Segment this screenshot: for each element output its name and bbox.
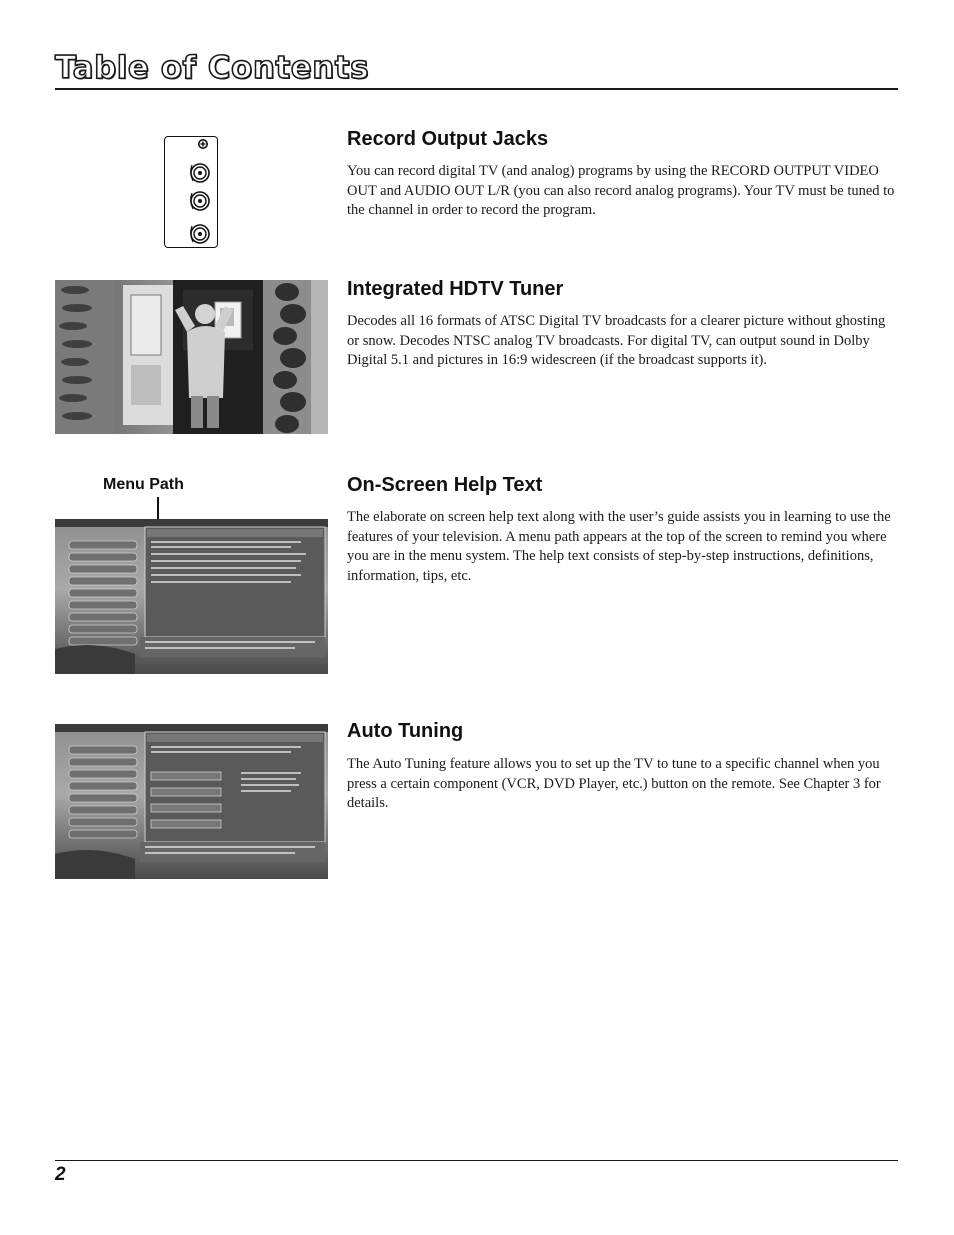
section-body-record-output-jacks: You can record digital TV (and analog) programs by using the RECORD OUTPUT VIDEO OUT and AUDIO OUT L/R (you can also record analog programs). Your TV must be tuned to the channel in order to record the program.: [347, 163, 895, 219]
footer-rule: [55, 1160, 898, 1161]
video-out-jack-icon: [191, 164, 209, 182]
section-title-record-output-jacks: Record Output Jacks: [347, 128, 549, 150]
section-title-integrated-hdtv-tuner: Integrated HDTV Tuner: [347, 278, 564, 300]
section-title-auto-tuning: Auto Tuning: [347, 720, 464, 742]
rca-jack-panel-icon: [164, 136, 218, 248]
page-title: Table of Contents: [55, 50, 370, 86]
auto-tuning-menu-screenshot: [55, 724, 328, 879]
plus-terminal-icon: [199, 140, 207, 148]
section-body-on-screen-help-text: The elaborate on screen help text along with the user’s guide assists you in learning to use the features of your television. A menu path appears at the top of the screen to remind you where you are in the menu system. The help text consists of step-by-step instructions, definitions, information, tips, etc.: [347, 509, 891, 584]
audio-out-right-jack-icon: [191, 225, 209, 243]
page-number: 2: [55, 1164, 66, 1185]
menu-path-callout-label: Menu Path: [103, 476, 184, 493]
audio-out-left-jack-icon: [191, 192, 209, 210]
person-at-doorway-photo: [55, 280, 328, 434]
section-title-on-screen-help-text: On-Screen Help Text: [347, 474, 543, 496]
header-rule: [55, 88, 898, 90]
onscreen-menu-screenshot: [55, 519, 328, 674]
section-body-auto-tuning: The Auto Tuning feature allows you to set up the TV to tune to a specific channel when you press a certain component (VCR, DVD Player, etc.) button on the remote. See Chapter 3 for details.: [347, 756, 881, 812]
section-body-integrated-hdtv-tuner: Decodes all 16 formats of ATSC Digital TV broadcasts for a clearer picture without ghosting or snow. Decodes NTSC analog TV broadcasts. For digital TV, can output sound in Dolby Digital 5.1 and pictures in 16:9 widescreen (if the broadcast supports it).: [347, 313, 886, 369]
